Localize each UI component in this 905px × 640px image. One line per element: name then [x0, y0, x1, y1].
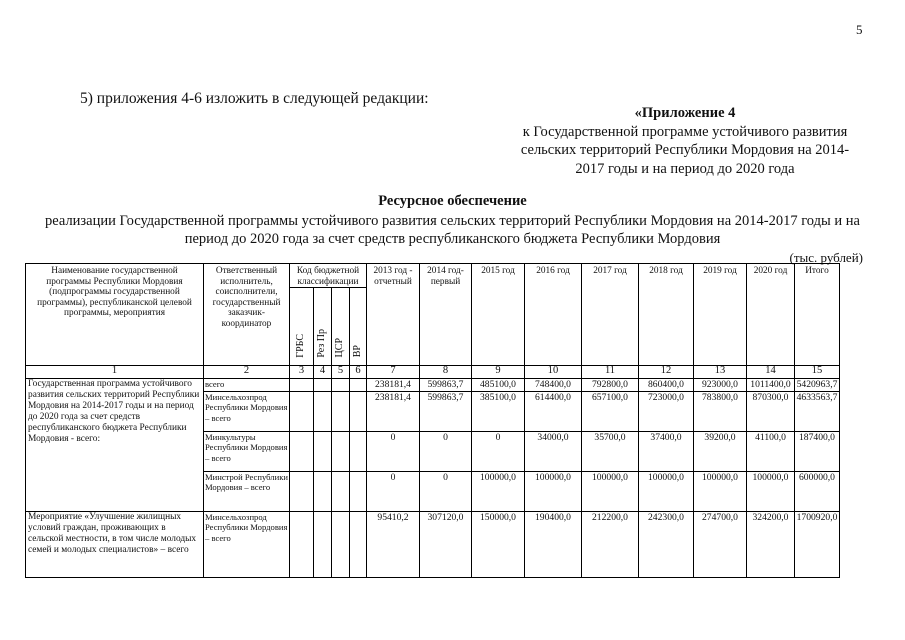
table-row [26, 379, 840, 392]
value-cell: 212200,0 [582, 511, 639, 577]
value-cell: 324200,0 [747, 511, 795, 577]
header-year-2015: 2015 год [472, 264, 525, 366]
value-cell: 187400,0 [795, 431, 840, 471]
header-year-2018: 2018 год [639, 264, 694, 366]
value-cell: 0 [472, 431, 525, 471]
value-cell: 599863,7 [420, 391, 472, 431]
value-cell: 385100,0 [472, 391, 525, 431]
value-cell: 100000,0 [472, 471, 525, 511]
code-cell [290, 379, 314, 392]
value-cell: 614400,0 [525, 391, 582, 431]
value-cell: 150000,0 [472, 511, 525, 577]
value-cell: 274700,0 [694, 511, 747, 577]
code-cell [314, 511, 332, 577]
row-executor: Минсельхозпрод Республики Мордовия – всего [204, 391, 290, 431]
table-row [26, 511, 840, 577]
value-cell: 37400,0 [639, 431, 694, 471]
column-number: 4 [314, 366, 332, 379]
value-cell: 485100,0 [472, 379, 525, 392]
column-number: 10 [525, 366, 582, 379]
value-cell: 1700920,0 [795, 511, 840, 577]
intro-text: 5) приложения 4-6 изложить в следующей редакции: [80, 90, 429, 107]
program-name: Государственная программа устойчивого развития сельских территорий Республики Мордовия на 2014-2017 годы и на период до 2020 года за счет средств республиканского бюджета Республики Мордовия - всего: [26, 379, 204, 512]
header-code-grbs: ГРБС [290, 288, 314, 366]
row-executor: Минстрой Республики Мордовия – всего [204, 471, 290, 511]
value-cell: 870300,0 [747, 391, 795, 431]
header-year-2013: 2013 год - отчетный [367, 264, 420, 366]
value-cell: 723000,0 [639, 391, 694, 431]
row-executor: Минсельхозпрод Республики Мордовия – всего [204, 511, 290, 577]
value-cell: 860400,0 [639, 379, 694, 392]
value-cell: 748400,0 [525, 379, 582, 392]
row-executor: всего [204, 379, 290, 392]
resource-title: Ресурсное обеспечение [378, 193, 527, 209]
value-cell: 783800,0 [694, 391, 747, 431]
code-cell [350, 379, 367, 392]
column-number: 8 [420, 366, 472, 379]
code-cell [332, 379, 350, 392]
value-cell: 100000,0 [525, 471, 582, 511]
value-cell: 0 [420, 471, 472, 511]
resource-table [25, 263, 840, 578]
appendix-heading [470, 104, 900, 178]
header-code-rezpr: Рез Пр [314, 288, 332, 366]
code-cell [332, 511, 350, 577]
column-number: 5 [332, 366, 350, 379]
code-cell [314, 379, 332, 392]
code-cell [332, 431, 350, 471]
column-number: 3 [290, 366, 314, 379]
value-cell: 600000,0 [795, 471, 840, 511]
value-cell: 657100,0 [582, 391, 639, 431]
column-number: 14 [747, 366, 795, 379]
value-cell: 923000,0 [694, 379, 747, 392]
value-cell: 100000,0 [694, 471, 747, 511]
appendix-title: «Приложение 4 [634, 105, 736, 121]
code-cell [314, 431, 332, 471]
column-number: 6 [350, 366, 367, 379]
value-cell: 242300,0 [639, 511, 694, 577]
code-cell [332, 471, 350, 511]
column-number: 1 [26, 366, 204, 379]
code-cell [314, 471, 332, 511]
column-number: 9 [472, 366, 525, 379]
measure-name: Мероприятие «Улучшение жилищных условий граждан, проживающих в сельской местности, в том числе молодых семей и молодых специалистов» – всего [26, 511, 204, 577]
code-cell [290, 471, 314, 511]
header-year-2019: 2019 год [694, 264, 747, 366]
value-cell: 100000,0 [639, 471, 694, 511]
header-budget-code: Код бюджетной классификации [290, 264, 367, 288]
value-cell: 0 [420, 431, 472, 471]
page-number: 5 [856, 22, 863, 37]
value-cell: 95410,2 [367, 511, 420, 577]
value-cell: 599863,7 [420, 379, 472, 392]
appendix-line: к Государственной программе устойчивого развития [522, 123, 848, 140]
header-code-vr: ВР [350, 288, 367, 366]
code-cell [290, 511, 314, 577]
value-cell: 1011400,0 [747, 379, 795, 392]
column-number: 12 [639, 366, 694, 379]
value-cell: 4633563,7 [795, 391, 840, 431]
value-cell: 39200,0 [694, 431, 747, 471]
row-executor: Минкультуры Республики Мордовия – всего [204, 431, 290, 471]
code-cell [350, 391, 367, 431]
code-cell [290, 391, 314, 431]
code-cell [350, 511, 367, 577]
header-year-2017: 2017 год [582, 264, 639, 366]
header-code-csr: ЦСР [332, 288, 350, 366]
column-number: 2 [204, 366, 290, 379]
value-cell: 41100,0 [747, 431, 795, 471]
code-cell [350, 471, 367, 511]
value-cell: 238181,4 [367, 391, 420, 431]
header-name: Наименование государственной программы Республики Мордовия (подпрограммы государственной программы), республиканской целевой программы, мероприятия [26, 264, 204, 366]
value-cell: 190400,0 [525, 511, 582, 577]
value-cell: 34000,0 [525, 431, 582, 471]
value-cell: 238181,4 [367, 379, 420, 392]
value-cell: 0 [367, 431, 420, 471]
appendix-line: сельских территорий Республики Мордовия на 2014- [520, 142, 850, 158]
column-number-row [26, 366, 840, 379]
value-cell: 792800,0 [582, 379, 639, 392]
value-cell: 0 [367, 471, 420, 511]
column-number: 15 [795, 366, 840, 379]
resource-subtitle: реализации Государственной программы устойчивого развития сельских территорий Республики Мордовия на 2014-2017 годы и на период до 2020 года за счет средств республиканского бюджета Республики Мордовия [45, 213, 860, 247]
column-number: 11 [582, 366, 639, 379]
code-cell [350, 431, 367, 471]
value-cell: 100000,0 [747, 471, 795, 511]
code-cell [290, 431, 314, 471]
header-year-2020: 2020 год [747, 264, 795, 366]
header-total: Итого [795, 264, 840, 366]
header-year-2014: 2014 год- первый [420, 264, 472, 366]
value-cell: 100000,0 [582, 471, 639, 511]
value-cell: 307120,0 [420, 511, 472, 577]
column-number: 7 [367, 366, 420, 379]
header-executor: Ответственный исполнитель, соисполнители, государственный заказчик-координатор [204, 264, 290, 366]
header-year-2016: 2016 год [525, 264, 582, 366]
units-label: (тыс. рублей) [789, 250, 863, 265]
value-cell: 5420963,7 [795, 379, 840, 392]
appendix-line: 2017 годы и на период до 2020 года [575, 160, 795, 177]
column-number: 13 [694, 366, 747, 379]
code-cell [314, 391, 332, 431]
value-cell: 35700,0 [582, 431, 639, 471]
code-cell [332, 391, 350, 431]
